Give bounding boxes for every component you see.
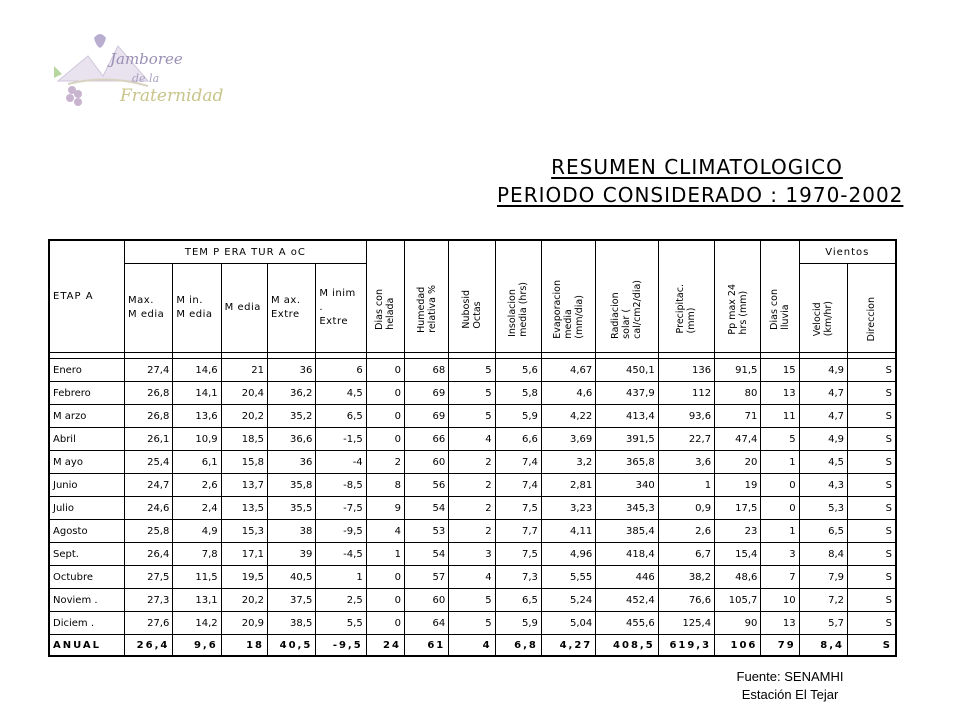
table-cell: 36: [267, 451, 315, 474]
table-cell: 3,2: [541, 451, 595, 474]
header-evaporacion: [541, 240, 595, 353]
header-max-extre-label: M ax. Extre: [270, 295, 301, 320]
row-label-cell: M arzo: [49, 405, 125, 428]
table-cell: 27,3: [125, 589, 173, 612]
row-label-cell: Octubre: [49, 566, 125, 589]
row-label-cell: ANUAL: [49, 635, 125, 657]
table-cell: 106: [715, 635, 761, 657]
table-cell: S: [847, 405, 896, 428]
table-cell: 0: [366, 612, 404, 635]
header-min-extre-label: M inim . Extre: [319, 288, 356, 327]
table-cell: S: [847, 520, 896, 543]
table-cell: 54: [404, 497, 448, 520]
header-precipitacion: [658, 240, 714, 353]
table-cell: 4,5: [799, 451, 847, 474]
table-row: [49, 543, 896, 566]
header-max-media-label: Max. M edia: [128, 295, 165, 320]
table-cell: 48,6: [715, 566, 761, 589]
table-cell: 22,7: [658, 428, 714, 451]
table-cell: 20,4: [221, 382, 267, 405]
table-cell: 7,2: [799, 589, 847, 612]
table-cell: 418,4: [596, 543, 658, 566]
table-cell: -9,5: [316, 635, 366, 657]
table-cell: 5,3: [799, 497, 847, 520]
table-cell: 66: [404, 428, 448, 451]
table-cell: 7: [761, 566, 799, 589]
table-cell: 112: [658, 382, 714, 405]
table-cell: 4,7: [799, 382, 847, 405]
table-cell: 2,81: [541, 474, 595, 497]
table-cell: 2: [449, 451, 495, 474]
table-cell: 136: [658, 359, 714, 382]
table-cell: 450,1: [596, 359, 658, 382]
table-cell: 36,2: [267, 382, 315, 405]
logo-text-2: de la: [132, 72, 160, 85]
table-cell: 105,7: [715, 589, 761, 612]
logo-text-1: Jamboree: [110, 50, 183, 68]
table-cell: 56: [404, 474, 448, 497]
table-cell: 9,6: [173, 635, 221, 657]
table-cell: 13,1: [173, 589, 221, 612]
header-dias-lluvia: [761, 240, 799, 353]
table-cell: 61: [404, 635, 448, 657]
table-cell: 4,9: [799, 428, 847, 451]
header-humedad: [404, 240, 448, 353]
header-temperatura: TEM P ERA TUR A oC: [125, 240, 367, 264]
header-pp-max: [715, 240, 761, 353]
table-cell: 11: [761, 405, 799, 428]
table-cell: 4: [449, 635, 495, 657]
table-cell: 5,24: [541, 589, 595, 612]
table-cell: 5,7: [799, 612, 847, 635]
table-cell: 0: [761, 497, 799, 520]
table-cell: S: [847, 382, 896, 405]
table-cell: 23: [715, 520, 761, 543]
table-cell: 2,6: [173, 474, 221, 497]
table-cell: -7,5: [316, 497, 366, 520]
table-cell: 4,9: [799, 359, 847, 382]
table-cell: 7,8: [173, 543, 221, 566]
table-row: [49, 497, 896, 520]
table-cell: -1,5: [316, 428, 366, 451]
header-pp-max-label: Pp max 24 hrs (mm): [726, 283, 749, 335]
table-cell: 345,3: [596, 497, 658, 520]
header-row-1: [49, 240, 896, 264]
table-cell: 408,5: [596, 635, 658, 657]
table-cell: 38,5: [267, 612, 315, 635]
table-cell: 14,2: [173, 612, 221, 635]
table-cell: S: [847, 497, 896, 520]
table-cell: 7,5: [495, 497, 541, 520]
table-cell: 20,9: [221, 612, 267, 635]
table-cell: 17,5: [715, 497, 761, 520]
table-cell: 35,8: [267, 474, 315, 497]
table-cell: 15,4: [715, 543, 761, 566]
table-row: [49, 566, 896, 589]
header-min-media-label: M in. M edia: [176, 295, 213, 320]
table-row: [49, 451, 896, 474]
table-cell: 69: [404, 382, 448, 405]
title-main: RESUMEN CLIMATOLOGICO: [551, 155, 843, 179]
table-cell: 40,5: [267, 566, 315, 589]
table-cell: 90: [715, 612, 761, 635]
header-nubosidad: [449, 240, 495, 353]
table-cell: 53: [404, 520, 448, 543]
table-cell: 4,9: [173, 520, 221, 543]
table-cell: -8,5: [316, 474, 366, 497]
table-row: [49, 589, 896, 612]
header-min-extre: [316, 264, 366, 353]
table-cell: 6: [316, 359, 366, 382]
table-cell: 24,7: [125, 474, 173, 497]
table-cell: 69: [404, 405, 448, 428]
table-cell: 7,7: [495, 520, 541, 543]
table-cell: 3: [761, 543, 799, 566]
table-cell: 10,9: [173, 428, 221, 451]
climate-summary-table: [48, 239, 897, 657]
table-cell: 7,5: [495, 543, 541, 566]
row-label-cell: Junio: [49, 474, 125, 497]
table-cell: S: [847, 566, 896, 589]
table-cell: 2,5: [316, 589, 366, 612]
row-label-cell: Noviem .: [49, 589, 125, 612]
table-cell: S: [847, 359, 896, 382]
table-cell: 5: [449, 589, 495, 612]
table-cell: 5,9: [495, 612, 541, 635]
table-cell: 24,6: [125, 497, 173, 520]
table-cell: 3: [449, 543, 495, 566]
table-cell: 93,6: [658, 405, 714, 428]
table-cell: S: [847, 451, 896, 474]
table-cell: S: [847, 428, 896, 451]
table-cell: 14,6: [173, 359, 221, 382]
table-cell: 11,5: [173, 566, 221, 589]
table-cell: 68: [404, 359, 448, 382]
table-cell: 13: [761, 612, 799, 635]
header-precipitacion-label: Precipitac. (mm): [675, 284, 698, 334]
table-cell: 0,9: [658, 497, 714, 520]
table-cell: 64: [404, 612, 448, 635]
table-cell: 4: [366, 520, 404, 543]
table-cell: 26,4: [125, 635, 173, 657]
header-radiacion: [596, 240, 658, 353]
header-velocidad: [799, 264, 847, 353]
table-cell: 47,4: [715, 428, 761, 451]
table-cell: 8,4: [799, 543, 847, 566]
table-row: [49, 405, 896, 428]
table-cell: S: [847, 589, 896, 612]
table-cell: S: [847, 612, 896, 635]
header-direccion-label: Direccion: [865, 296, 877, 342]
table-cell: 4,6: [541, 382, 595, 405]
table-cell: 4,67: [541, 359, 595, 382]
table-cell: 6,1: [173, 451, 221, 474]
source-line-2: Estación El Tejar: [741, 687, 839, 702]
table-cell: 5,04: [541, 612, 595, 635]
table-cell: 20,2: [221, 405, 267, 428]
table-cell: 15,8: [221, 451, 267, 474]
table-cell: 37,5: [267, 589, 315, 612]
table-cell: 18,5: [221, 428, 267, 451]
table-cell: 13: [761, 382, 799, 405]
table-cell: 79: [761, 635, 799, 657]
table-cell: 27,4: [125, 359, 173, 382]
table-cell: 13,7: [221, 474, 267, 497]
row-label-cell: Febrero: [49, 382, 125, 405]
table-cell: 413,4: [596, 405, 658, 428]
header-direccion: [847, 264, 896, 353]
table-cell: 7,3: [495, 566, 541, 589]
header-min-media: [173, 264, 221, 353]
table-cell: 5,5: [316, 612, 366, 635]
table-cell: S: [847, 635, 896, 657]
table-cell: 5: [449, 359, 495, 382]
table-cell: 2,6: [658, 520, 714, 543]
table-cell: 437,9: [596, 382, 658, 405]
header-media-label: M edia: [224, 302, 261, 313]
table-cell: 38,2: [658, 566, 714, 589]
table-cell: 2: [366, 451, 404, 474]
table-cell: 20,2: [221, 589, 267, 612]
table-row-total: [49, 635, 896, 657]
table-cell: 5,6: [495, 359, 541, 382]
table-cell: 0: [366, 589, 404, 612]
header-evaporacion-label: Evaporacion media (mm/dia): [552, 279, 586, 339]
header-radiacion-label: Radiacion solar ( cal/cm2/dia): [610, 279, 644, 339]
table-cell: 3,23: [541, 497, 595, 520]
table-cell: 0: [366, 566, 404, 589]
header-dias-helada: [366, 240, 404, 353]
source-note: [690, 668, 890, 704]
table-cell: 60: [404, 589, 448, 612]
table-cell: 2: [449, 474, 495, 497]
table-cell: 1: [316, 566, 366, 589]
table-cell: 4,7: [799, 405, 847, 428]
row-label-cell: Abril: [49, 428, 125, 451]
table-cell: 7,4: [495, 474, 541, 497]
row-label-cell: M ayo: [49, 451, 125, 474]
table-cell: 36,6: [267, 428, 315, 451]
table-cell: 455,6: [596, 612, 658, 635]
table-cell: 0: [366, 359, 404, 382]
table-cell: 91,5: [715, 359, 761, 382]
table-row: [49, 382, 896, 405]
table-cell: 5,8: [495, 382, 541, 405]
table-cell: 26,4: [125, 543, 173, 566]
table-row: [49, 359, 896, 382]
header-humedad-label: Humedad relativa %: [415, 285, 438, 333]
table-cell: 76,6: [658, 589, 714, 612]
table-cell: 54: [404, 543, 448, 566]
table-cell: 1: [761, 520, 799, 543]
table-cell: 21: [221, 359, 267, 382]
table-cell: 0: [761, 474, 799, 497]
table-cell: 26,1: [125, 428, 173, 451]
table-cell: 6,6: [495, 428, 541, 451]
row-label-cell: Sept.: [49, 543, 125, 566]
table-cell: 3,69: [541, 428, 595, 451]
table-cell: 125,4: [658, 612, 714, 635]
table-cell: 4,96: [541, 543, 595, 566]
table-cell: 10: [761, 589, 799, 612]
table-cell: -4: [316, 451, 366, 474]
table-cell: -4,5: [316, 543, 366, 566]
table-cell: 15: [761, 359, 799, 382]
table-cell: 38: [267, 520, 315, 543]
table-cell: 452,4: [596, 589, 658, 612]
table-cell: 6,5: [799, 520, 847, 543]
table-cell: 4,27: [541, 635, 595, 657]
table-cell: 1: [366, 543, 404, 566]
title-block: [497, 153, 904, 209]
row-label-cell: Enero: [49, 359, 125, 382]
table-cell: 365,8: [596, 451, 658, 474]
table-cell: 0: [366, 428, 404, 451]
table-cell: 39: [267, 543, 315, 566]
table-cell: 385,4: [596, 520, 658, 543]
table-cell: 60: [404, 451, 448, 474]
table-cell: 17,1: [221, 543, 267, 566]
row-label-cell: Agosto: [49, 520, 125, 543]
table-row: [49, 520, 896, 543]
table-cell: 35,5: [267, 497, 315, 520]
logo-text-3: Fraternidad: [120, 86, 224, 106]
table-cell: 3,6: [658, 451, 714, 474]
row-label-cell: Julio: [49, 497, 125, 520]
table-cell: 14,1: [173, 382, 221, 405]
table-cell: 80: [715, 382, 761, 405]
table-cell: 6,8: [495, 635, 541, 657]
table-cell: 6,7: [658, 543, 714, 566]
table-cell: 36: [267, 359, 315, 382]
table-cell: 25,8: [125, 520, 173, 543]
header-max-media: [125, 264, 173, 353]
table-cell: 2,4: [173, 497, 221, 520]
table-cell: 2: [449, 497, 495, 520]
table-cell: 391,5: [596, 428, 658, 451]
table-cell: 18: [221, 635, 267, 657]
table-cell: 4,11: [541, 520, 595, 543]
table-cell: 1: [658, 474, 714, 497]
table-cell: 24: [366, 635, 404, 657]
table-cell: 25,4: [125, 451, 173, 474]
table-cell: -9,5: [316, 520, 366, 543]
table-row: [49, 428, 896, 451]
table-cell: 6,5: [316, 405, 366, 428]
table-cell: 15,3: [221, 520, 267, 543]
table-cell: 619,3: [658, 635, 714, 657]
header-nubosidad-label: Nubosid Octas: [460, 289, 483, 329]
table-cell: S: [847, 474, 896, 497]
table-cell: 5: [449, 612, 495, 635]
table-cell: S: [847, 543, 896, 566]
table-cell: 13,6: [173, 405, 221, 428]
table-cell: 0: [366, 405, 404, 428]
table-cell: 35,2: [267, 405, 315, 428]
table-cell: 20: [715, 451, 761, 474]
title-period: PERIODO CONSIDERADO : 1970-2002: [497, 183, 904, 207]
table-cell: 5,55: [541, 566, 595, 589]
table-cell: 4,3: [799, 474, 847, 497]
row-label-cell: Diciem .: [49, 612, 125, 635]
header-vientos: Vientos: [799, 240, 896, 264]
table-cell: 5,9: [495, 405, 541, 428]
header-etapa: ETAP A: [49, 240, 125, 353]
table-cell: 8,4: [799, 635, 847, 657]
table-cell: 6,5: [495, 589, 541, 612]
table-cell: 4: [449, 566, 495, 589]
header-insolacion-label: Insolacion media (hrs): [507, 281, 530, 337]
header-max-extre: [267, 264, 315, 353]
table-cell: 340: [596, 474, 658, 497]
table-cell: 26,8: [125, 382, 173, 405]
table-cell: 71: [715, 405, 761, 428]
table-cell: 2: [449, 520, 495, 543]
table-cell: 5: [449, 405, 495, 428]
table-cell: 0: [366, 382, 404, 405]
jamboree-logo: [48, 26, 224, 116]
table-cell: 7,9: [799, 566, 847, 589]
table-cell: 4: [449, 428, 495, 451]
table-row: [49, 474, 896, 497]
table-cell: 26,8: [125, 405, 173, 428]
table-cell: 27,6: [125, 612, 173, 635]
table-cell: 19: [715, 474, 761, 497]
table-cell: 9: [366, 497, 404, 520]
header-media: [221, 264, 267, 353]
table-cell: 4,5: [316, 382, 366, 405]
table-cell: 19,5: [221, 566, 267, 589]
table-cell: 27,5: [125, 566, 173, 589]
table-cell: 5: [449, 382, 495, 405]
source-line-1: Fuente: SENAMHI: [736, 669, 844, 684]
header-velocidad-label: Velocid (km/hr): [812, 301, 835, 337]
table-cell: 446: [596, 566, 658, 589]
table-body: [49, 359, 896, 657]
table-cell: 57: [404, 566, 448, 589]
table-cell: 1: [761, 451, 799, 474]
table-cell: 7,4: [495, 451, 541, 474]
table-cell: 40,5: [267, 635, 315, 657]
table-cell: 5: [761, 428, 799, 451]
table-cell: 13,5: [221, 497, 267, 520]
header-dias-lluvia-label: Dias con lluvia: [769, 288, 792, 330]
table-row: [49, 612, 896, 635]
header-dias-helada-label: Dias con helada: [374, 288, 397, 330]
table-cell: 8: [366, 474, 404, 497]
header-insolacion: [495, 240, 541, 353]
table-cell: 4,22: [541, 405, 595, 428]
